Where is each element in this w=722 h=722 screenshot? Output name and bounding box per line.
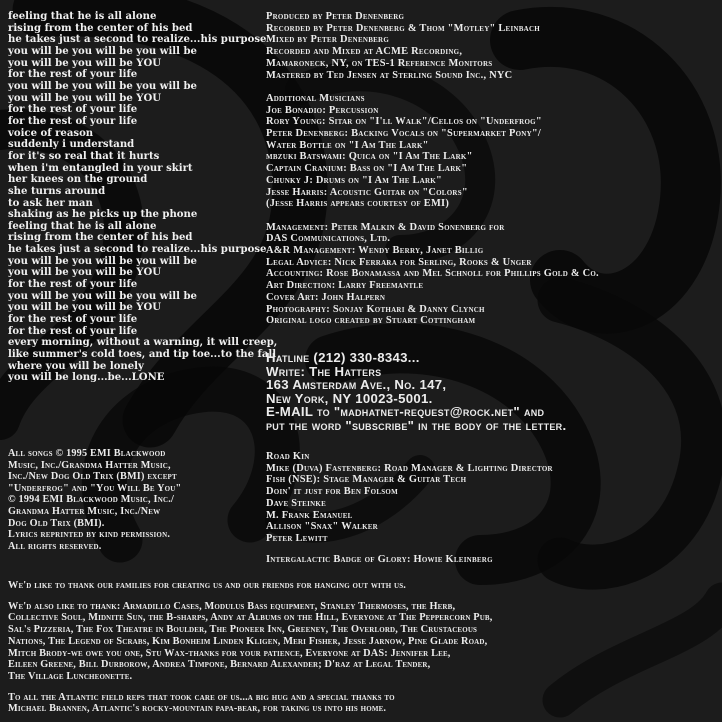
lyric-line: her knees on the ground [8, 174, 148, 186]
road-kin-line: M. Frank Emanuel [266, 509, 353, 521]
lyric-line: every morning, without a warning, it will creep, [8, 337, 278, 349]
copyright-line: All rights reserved. [8, 540, 102, 552]
lyric-line: you will be you will be YOU [8, 92, 162, 104]
road-crew-credits [266, 451, 716, 545]
production-credit-line: Recorded by Peter Denenberg & Thom "Motley" Leinbach [266, 22, 540, 34]
copyright-line: Grandma Hatter Music, Inc./New [8, 505, 161, 517]
thanks-line: Sal's Pizzeria, The Fox Theatre in Boulder, The Pioneer Inn, Greeney, The Overlord, The Crustaceous [8, 624, 478, 636]
lyric-line: you will be you will be you will be [8, 255, 197, 267]
lyric-line: feeling that he is all alone [8, 11, 157, 22]
contact-line: E-MAIL to "madhatnet-request@rock.net" and [266, 404, 545, 419]
lyric-line: for the rest of your life [8, 69, 138, 81]
production-credit-line: Mamaroneck, NY, on TES-1 Reference Monitors [266, 57, 493, 69]
management-credit-line: Management: Peter Malkin & David Sonenberg for [266, 221, 505, 233]
lyric-line: for it's so real that it hurts [8, 150, 160, 162]
road-kin-line: Mike (Duva) Fastenberg: Road Manager & Lighting Director [266, 462, 553, 474]
thanks-line: Mitch Brody-we owe you one, Stu Wax-thanks for your patience, Everyone at DAS: Jennifer Lee, [8, 647, 451, 659]
additional-musicians [266, 93, 716, 210]
musician-credit-line: Peter Denenberg: Backing Vocals on "Supermarket Pony"/ [266, 128, 542, 140]
fan-club-contact [266, 351, 716, 432]
thanks-line: Collective Soul, Midnite Sun, the B-sharps, Andy at Albums on the Hill, Everyone at The Peppercorn Pub, [8, 612, 493, 624]
production-credit-line: Mixed by Peter Denenberg [266, 34, 390, 46]
contact-line: Hatline (212) 330-8343... [266, 350, 420, 365]
thanks-atlantic [8, 692, 714, 715]
lyric-line: suddenly i understand [8, 139, 135, 151]
lyric-line: for the rest of your life [8, 115, 138, 127]
thanks-families: We'd like to thank our families for creating us and our friends for hanging out with us. [8, 580, 406, 591]
copyright-line: Dog Old Trix (BMI). [8, 517, 105, 529]
lyric-line: he takes just a second to realize...his purpose [8, 34, 267, 46]
production-credit-line: Recorded and Mixed at ACME Recording, [266, 46, 463, 58]
musician-credit-line: mbzuki Batswami: Quica on "I Am The Lark" [266, 151, 473, 163]
lyric-line: you will be long...be...LONE [8, 372, 165, 384]
lyric-line: to ask her man [8, 197, 93, 209]
lyric-line: you will be you will be you will be [8, 80, 197, 92]
copyright-line: "Underfrog" and "You Will Be You" [8, 482, 182, 494]
lyric-line: you will be you will be you will be [8, 290, 197, 302]
thanks-atlantic-line: To all the Atlantic field reps that took care of us...a big hug and a special thanks to [8, 691, 395, 703]
production-credit-line: Mastered by Ted Jensen at Sterling Sound Inc., NYC [266, 69, 513, 81]
musician-credit-line: Jesse Harris: Acoustic Guitar on "Colors" [266, 186, 468, 198]
lyric-line: where you will be lonely [8, 360, 144, 372]
thanks-line: Eileen Greene, Bill Durborow, Andrea Timpone, Bernard Alexander; D'raz at Legal Tender, [8, 659, 431, 671]
lyric-line: voice of reason [8, 127, 94, 139]
lyric-line: you will be you will be you will be [8, 45, 197, 57]
musician-credit-line: Joe Bonadio: Percussion [266, 104, 379, 116]
management-credit-line: Original logo created by Stuart Cottingham [266, 315, 476, 327]
contact-line: New York, NY 10023-5001. [266, 390, 433, 406]
lyric-line: she turns around [8, 185, 106, 197]
road-kin-line: Road Kin [266, 451, 310, 462]
lyric-line: for the rest of your life [8, 279, 138, 291]
copyright-line: Inc./New Dog Old Trix (BMI) except [8, 471, 177, 483]
management-credit-line: DAS Communications, Ltd. [266, 233, 391, 245]
thanks-line: The Village Luncheonette. [8, 670, 133, 682]
badge-of-glory: Intergalactic Badge of Glory: Howie Kleinberg [266, 554, 493, 565]
lyrics-block [8, 11, 278, 384]
musician-credit-line: Captain Cranium: Bass on "I Am The Lark" [266, 163, 468, 175]
contact-line: put the word "subscribe" in the body of the letter. [266, 417, 567, 433]
musician-credit-line: Rory Young: Sitar on "I'll Walk"/Cellos on "Underfrog" [266, 116, 542, 128]
musician-credit-line: Chunky J: Drums on "I Am The Lark" [266, 174, 442, 186]
lyric-line: rising from the center of his bed [8, 22, 193, 34]
road-kin-line: Allison "Snax" Walker [266, 521, 378, 533]
road-kin-line: Dave Steinke [266, 497, 326, 509]
management-credit-line: Art Direction: Larry Freemantle [266, 280, 424, 292]
lyric-line: feeling that he is all alone [8, 220, 157, 232]
management-credit-line: Photography: Sonjay Kothari & Danny Clynch [266, 303, 485, 315]
copyright-notice [8, 448, 258, 552]
musician-credit-line: Additional Musicians [266, 92, 365, 104]
contact-line: 163 Amsterdam Ave., No. 147, [266, 377, 447, 392]
road-kin-line: Doin' it just for Ben Folsom [266, 486, 398, 498]
copyright-line: Music, Inc./Grandma Hatter Music, [8, 459, 171, 471]
management-credit-line: Legal Advice: Nick Ferrara for Serling, Rooks & Unger [266, 256, 532, 268]
production-credit-line: Produced by Peter Denenberg [266, 11, 405, 22]
road-kin-line: Fish (NSE): Stage Manager & Guitar Tech [266, 474, 467, 486]
lyric-line: you will be you will be YOU [8, 267, 162, 279]
credits-block [266, 11, 716, 327]
copyright-line: Lyrics reprinted by kind permission. [8, 529, 171, 541]
management-credit-line: Cover Art: John Halpern [266, 291, 386, 303]
lyric-line: you will be you will be YOU [8, 302, 162, 314]
lyric-line: he takes just a second to realize...his purpose [8, 244, 267, 256]
thanks-also [8, 601, 714, 683]
musician-credit-line: (Jesse Harris appears courtesy of EMI) [266, 198, 450, 210]
musician-credit-line: Water Bottle on "I Am The Lark" [266, 139, 429, 151]
copyright-line: All songs © 1995 EMI Blackwood [8, 448, 166, 459]
management-credit-line: Accounting: Rose Bonamassa and Mel Schnoll for Phillips Gold & Co. [266, 268, 599, 280]
contact-line: Write: The Hatters [266, 363, 382, 379]
management-credit-line: A&R Management: Wendy Berry, Janet Billig [266, 245, 484, 257]
thank-you-section [8, 580, 714, 715]
management-credits [266, 222, 716, 327]
copyright-line: © 1994 EMI Blackwood Music, Inc./ [8, 494, 175, 506]
lyric-line: for the rest of your life [8, 325, 138, 337]
thanks-line: We'd also like to thank: Armadillo Cases, Modulus Bass equipment, Stanley Thermoses, the Herb, [8, 600, 456, 612]
production-credits [266, 11, 716, 81]
lyric-line: for the rest of your life [8, 314, 138, 326]
thanks-line: Nations, The Legend of Scrabs, Kim Bonheim Linden Kligen, Meri Fisher, Jesse Jarnow, Pine Glade Road, [8, 635, 488, 647]
lyric-line: rising from the center of his bed [8, 232, 193, 244]
lyric-line: like summer's cold toes, and tip toe...to the fall [8, 349, 277, 361]
lyric-line: shaking as he picks up the phone [8, 209, 198, 221]
road-kin-line: Peter Lewitt [266, 532, 328, 544]
lyric-line: for the rest of your life [8, 104, 138, 116]
lyric-line: you will be you will be YOU [8, 57, 162, 69]
thanks-atlantic-line: Michael Brannen, Atlantic's rocky-mountain papa-bear, for taking us into his home. [8, 703, 387, 715]
lyric-line: when i'm entangled in your skirt [8, 162, 193, 174]
